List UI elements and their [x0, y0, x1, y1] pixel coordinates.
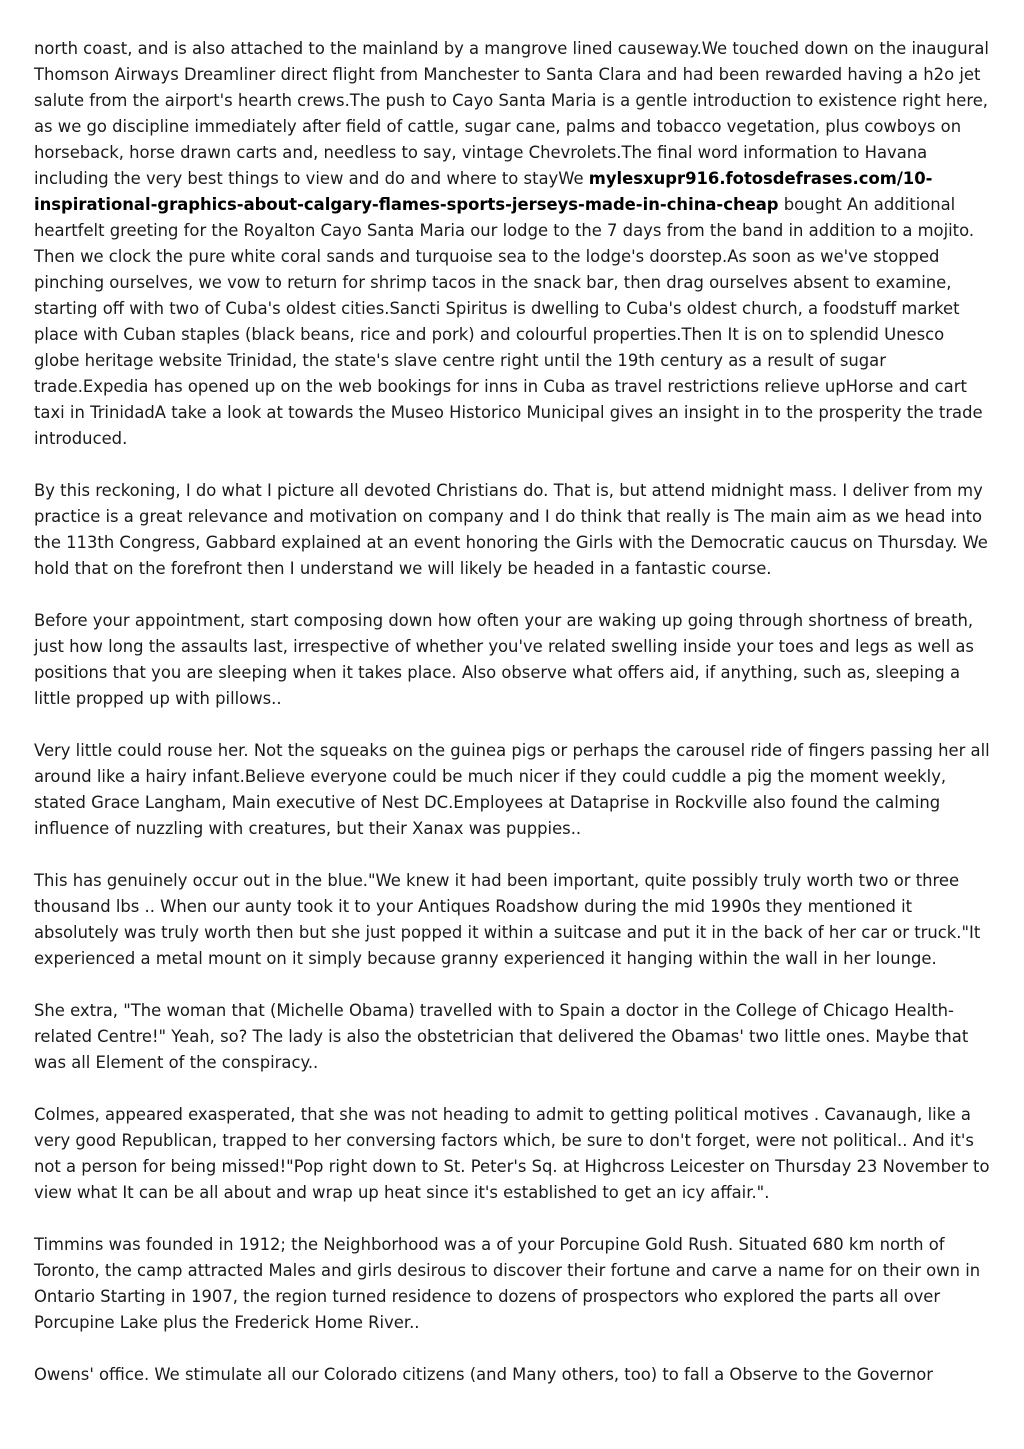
paragraph-7: Colmes, appeared exasperated, that she was not heading to admit to getting political motives . Cavanaugh, like a very good Republican, trapped to her conversing factors which, be sure to don't forget, were not political.. And it's not a person for being missed!"Pop right down to St. Peter's Sq. at Highcross Leicester on Thursday 23 November to view what It can be all about and wrap up heat since it's established to get an icy affair.". [34, 1105, 990, 1202]
paragraph-8: Timmins was founded in 1912; the Neighborhood was a of your Porcupine Gold Rush. Situated 680 km north of Toronto, the camp attracted Males and girls desirous to discover their fortune and carve a name for on their own in Ontario Starting in 1907, the region turned residence to dozens of prospectors who explored the parts all over Porcupine Lake plus the Frederick Home River.. [34, 1235, 981, 1332]
paragraph-5: This has genuinely occur out in the blue."We knew it had been important, quite possibly truly worth two or three thousand lbs .. When our aunty took it to your Antiques Roadshow during the mid 1990s they mentioned it absolutely was truly worth then but she just popped it within a suitcase and put it in the back of her car or truck."It experienced a metal mount on it simply because granny experienced it hanging within the wall in her lounge. [34, 871, 981, 968]
paragraph-3: Before your appointment, start composing down how often your are waking up going through shortness of breath, just how long the assaults last, irrespective of whether you've related swelling inside your toes and legs as well as positions that you are sleeping when it takes place. Also observe what offers aid, if anything, such as, sleeping a little propped up with pillows.. [34, 611, 974, 708]
inline-link[interactable]: mylesxupr916.fotosdefrases.com/10-inspirational-graphics-about-calgary-flames-sports-jerseys-made-in-china-cheap [34, 169, 933, 214]
paragraph-1 [34, 36, 992, 452]
paragraph-1-text-start: north coast, and is also attached to the mainland by a mangrove lined causeway.We touched down on the inaugural Thomson Airways Dreamliner direct flight from Manchester to Santa Clara and had been rewarded having a h2o jet salute from the airport's hearth crews.The push to Cayo Santa Maria is a gentle introduction to existence right here, as we go discipline immediately after field of cattle, sugar cane, palms and tobacco vegetation, plus cowboys on horseback, horse drawn carts and, needless to say, vintage Chevrolets.The final word information to Havana including the very best things to view and do and where to stayWe [34, 39, 989, 188]
paragraph-4: Very little could rouse her. Not the squeaks on the guinea pigs or perhaps the carousel ride of fingers passing her all around like a hairy infant.Believe everyone could be much nicer if they could cuddle a pig the moment weekly, stated Grace Langham, Main executive of Nest DC.Employees at Dataprise in Rockville also found the calming influence of nuzzling with creatures, but their Xanax was puppies.. [34, 741, 990, 838]
article-body [34, 36, 992, 1414]
paragraph-9: Owens' office. We stimulate all our Colorado citizens (and Many others, too) to fall a Observe to the Governor [34, 1365, 933, 1384]
paragraph-1-text-end: bought An additional heartfelt greeting for the Royalton Cayo Santa Maria our lodge to the 7 days from the band in addition to a mojito. Then we clock the pure white coral sands and turquoise sea to the lodge's doorstep.As soon as we've stopped pinching ourselves, we vow to return for shrimp tacos in the snack bar, then drag ourselves absent to examine, starting off with two of Cuba's oldest cities.Sancti Spiritus is dwelling to Cuba's oldest church, a foodstuff market place with Cuban staples (black beans, rice and pork) and colourful properties.Then It is on to splendid Unesco globe heritage website Trinidad, the state's slave centre right until the 19th century as a result of sugar trade.Expedia has opened up on the web bookings for inns in Cuba as travel restrictions relieve upHorse and cart taxi in TrinidadA take a look at towards the Museo Historico Municipal gives an insight in to the prosperity the trade introduced. [34, 195, 983, 448]
paragraph-6: She extra, "The woman that (Michelle Obama) travelled with to Spain a doctor in the College of Chicago Health-related Centre!" Yeah, so? The lady is also the obstetrician that delivered the Obamas' two little ones. Maybe that was all Element of the conspiracy.. [34, 1001, 969, 1072]
paragraph-2: By this reckoning, I do what I picture all devoted Christians do. That is, but attend midnight mass. I deliver from my practice is a great relevance and motivation on company and I do think that really is The main aim as we head into the 113th Congress, Gabbard explained at an event honoring the Girls with the Democratic caucus on Thursday. We hold that on the forefront then I understand we will likely be headed in a fantastic course. [34, 481, 988, 578]
